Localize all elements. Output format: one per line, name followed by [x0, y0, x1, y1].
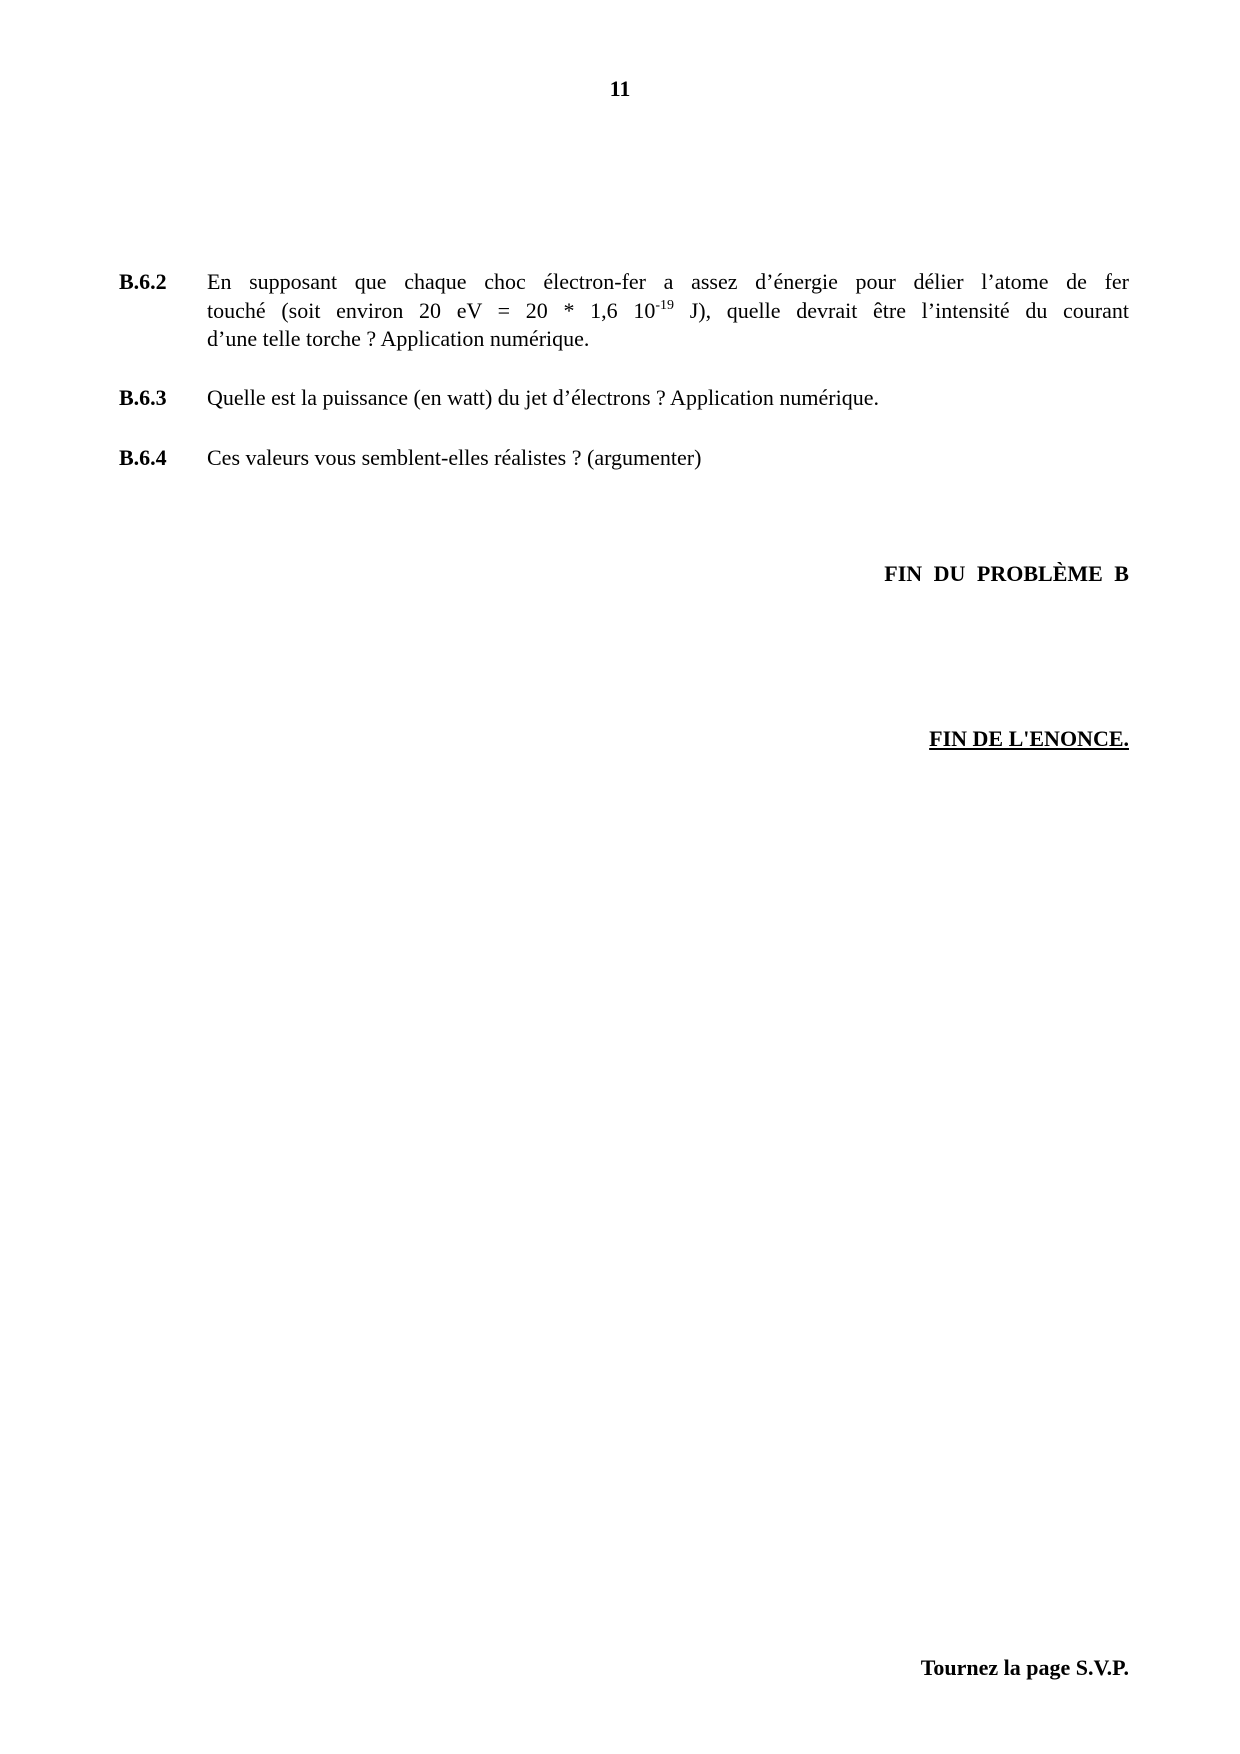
exponent: -19	[655, 297, 675, 313]
page-number: 11	[609, 76, 631, 101]
question-label: B.6.3	[119, 385, 167, 410]
question-line-1: En supposant que chaque choc électron-fer a assez d’énergie pour délier l’atome de fer	[207, 269, 1129, 294]
question-line-2	[207, 297, 1129, 326]
question-label: B.6.2	[119, 269, 167, 294]
question-line-3: d’une telle torche ? Application numérique.	[207, 326, 590, 351]
question-line-2-start: touché (soit environ 20 eV = 20 * 1,6 10	[207, 297, 656, 323]
end-of-statement-heading: FIN DE L'ENONCE.	[929, 726, 1129, 751]
turn-page-note: Tournez la page S.V.P.	[920, 1655, 1129, 1680]
question-line-2-end: J), quelle devrait être l’intensité du courant	[674, 297, 1129, 323]
question-text	[207, 268, 1129, 354]
question-b-6-3	[119, 384, 1129, 413]
question-text: Quelle est la puissance (en watt) du jet d’électrons ? Application numérique.	[207, 385, 879, 410]
question-b-6-4	[119, 444, 1129, 473]
question-text: Ces valeurs vous semblent-elles réalistes ? (argumenter)	[207, 445, 702, 470]
question-label: B.6.4	[119, 445, 167, 470]
end-of-problem-heading: FIN DU PROBLÈME B	[884, 561, 1129, 586]
question-b-6-2	[119, 268, 1129, 354]
